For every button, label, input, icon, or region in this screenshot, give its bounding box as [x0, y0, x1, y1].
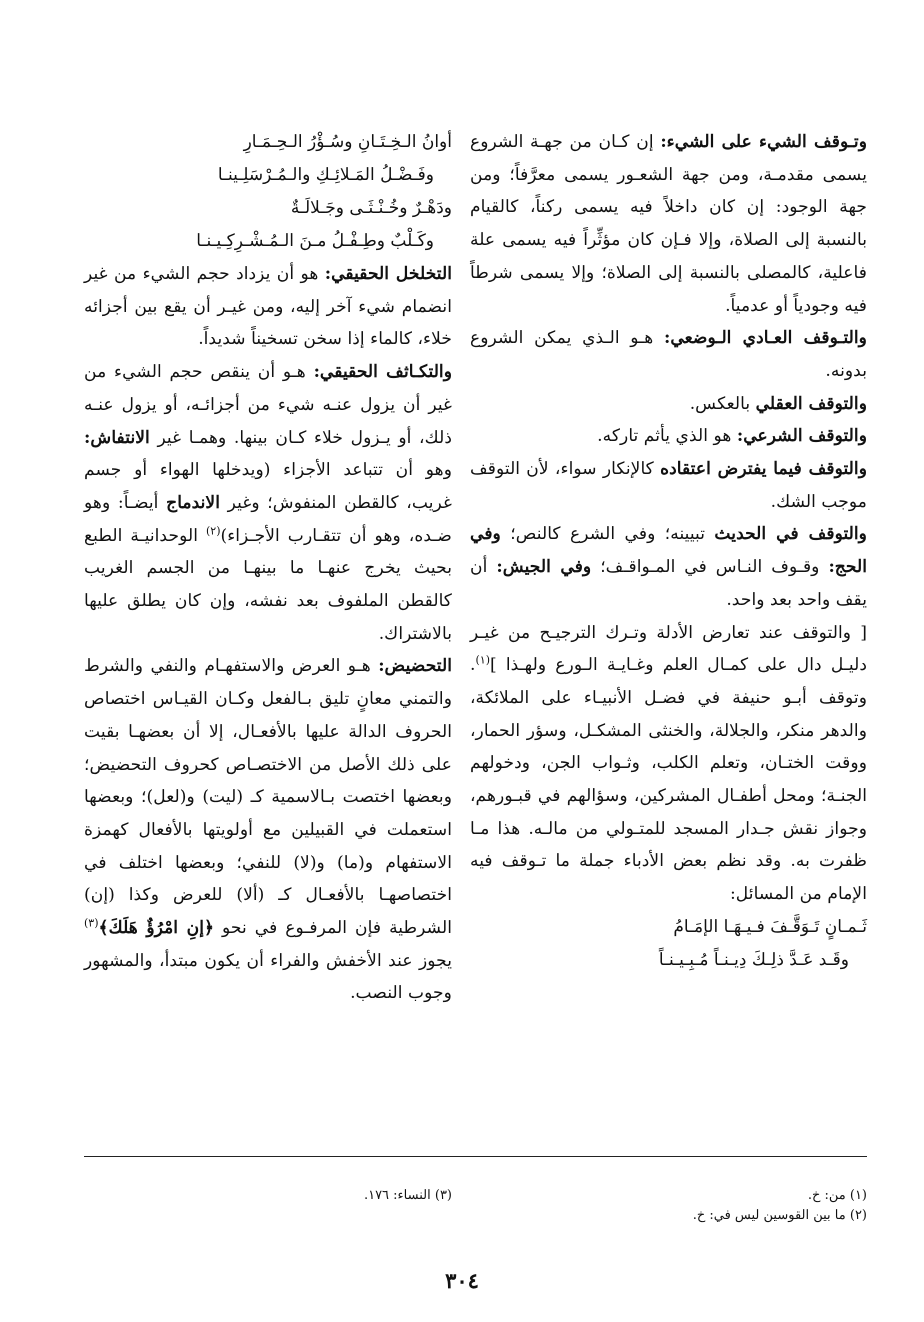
term: والتوقف الشرعي: — [736, 426, 867, 447]
term: والتوقف في الحديث — [714, 524, 867, 545]
verse-hemistich: أوانُ الـخِـتَـانِ وسُـؤْرُ الـحِـمَـارِ — [243, 132, 452, 152]
verse-hemistich: ثَـمـانٍ تَـوَقَّـفَ فـيـهَـا الإمَـامُ — [673, 916, 867, 937]
paragraph-tawaqquf-abu-hanifa — [470, 617, 867, 911]
paragraph-takathuf — [84, 356, 452, 650]
paragraph-tawaqquf-hadith — [470, 518, 867, 616]
definition: وقـوف النـاس في المـواقـف؛ — [591, 557, 829, 578]
definition: إن كـان من جهـة الشروع يسمى مقدمـة، ومن جهة الشعـور يسمى معرَّفاً؛ ومن جهة الوجود: إن كان داخلاً فيه يسمى ركناً، كالقيام بالنسبة إلى الصلاة، وإلا فـإن كان مؤثِّراً فيه يسمى علة فاعلية، كالمصلى بالنسبة إلى الصلاة؛ وإلا يسمى شرطاً فيه وجودياً أو عدمياً. — [470, 132, 867, 316]
term: التحضيض: — [378, 656, 452, 677]
page-number: ٣٠٤ — [445, 1268, 479, 1293]
verse-hemistich: ودَهْـرٌ وخُـنْـثَـى وجَـلالَـةٌ — [290, 198, 452, 218]
poem-verse — [84, 159, 452, 192]
body-text: . وتوقف أبـو حنيفة في فضـل الأنبيـاء على الملائكة، والدهر منكر، والجلالة، والخنثى المشكـل، وسؤر الحمار، ووقت الختـان، وتعلم الكلب، وثـواب الجن، ودخولهم الجنـة؛ ومحل أطفـال المشركين، وسؤالهم في قبـورهم، وجواز نقش جـدار المسجد للمتـولي من مالـه. هذا مـا ظفرت به. وقد نظم بعض الأدباء جملة ما تـوقف فيه الإمام من المسائل: — [470, 655, 867, 905]
definition: أيضـاً: وهو ضـده، وهو أن تتقـارب الأجـزاء) — [84, 492, 452, 546]
quran-quote: ﴿إنِ امْرُؤٌ هَلَكَ﴾ — [98, 918, 215, 939]
definition: يجوز عند الأخفش والفراء أن يكون مبتدأ، والمشهور وجوب النصب. — [84, 950, 452, 1004]
footnote-2: (٢) ما بين القوسين ليس في: خ. — [692, 1208, 867, 1223]
footnote-separator — [84, 1156, 867, 1157]
footnotes-right — [560, 1186, 867, 1226]
definition: أن يقف واحد بعد واحد. — [470, 557, 867, 610]
term: والتـوقف العـادي الـوضعي: — [663, 328, 867, 349]
definition: هـو العرض والاستفهـام والنفي والشرط والتمني معانٍ تليق بـالفعل وكـان القيـاس اختصاص الحروف الدالة عليها بالأفعـال، إلا أن بعضهـا بقيت على ذلك الأصل من الاختصـاص كحروف التحضيض؛ وبعضها اختصت بـالاسمية كـ (ليت) و(لعل)؛ وبعضها استعملت في القبيلين مع أولويتها بالأفعال كهمزة الاستفهام و(ما) و(لا) للنفي؛ وبعضها اختلف في اختصاصهـا بالأفعـال كـ (ألا) للعرض وكذا (إن) الشرطية فإن المرفـوع في نحو — [84, 656, 452, 939]
definition: بالعكس. — [689, 393, 756, 414]
body-text: [ والتوقف عند تعارض الأدلة وتـرك الترجيـح من غيـر دليـل دال على كمـال العلم وغـايـة الـورع ولهـذا ] — [470, 622, 867, 676]
footnote-ref: (٣) — [84, 916, 99, 930]
poem-verse — [84, 225, 452, 258]
term: التخلخل الحقيقي: — [324, 264, 452, 284]
verse-hemistich: وكَـلْبٌ وطِـفْـلُ مـنَ الـمُـشْـرِكِـيـنـا — [196, 231, 434, 251]
definition: هو الذي يأثم تاركه. — [597, 426, 737, 447]
verse-hemistich: وقَـد عَـدَّ ذلِـكَ دِيـنـاً مُـبِـيـنـاً — [658, 949, 849, 970]
paragraph-takhalkhul — [84, 258, 452, 356]
paragraph-tawaqquf-aqli — [470, 388, 867, 421]
definition: وهو أن تتباعد الأجزاء (ويدخلها الهواء أو جسم غريب، كالقطن المنفوش؛ وغير — [84, 460, 452, 513]
definition: هو أن يزداد حجم الشيء من غير انضمام شيء آخر إليه، ومن غيـر أن يقع بين أجزائه خلاء، كالماء إذا سخن تسخيناً شديداً. — [84, 264, 452, 350]
footnote-ref: (١) — [475, 653, 490, 667]
term: والتكـاثف الحقيقي: — [313, 362, 452, 383]
poem-verse — [470, 911, 867, 944]
paragraph-tawaqquf-shari — [470, 420, 867, 453]
paragraph-tahdid — [84, 650, 452, 1010]
left-column — [84, 126, 452, 1010]
footnote-1: (١) من: خ. — [807, 1188, 867, 1203]
paragraph-tawaqquf-shay — [470, 126, 867, 322]
term: والتوقف فيما يفترض اعتقاده — [660, 459, 867, 480]
term: والتوقف العقلي — [755, 393, 867, 414]
paragraph-tawaqquf-adi — [470, 322, 867, 387]
definition: تبيينه؛ وفي الشرع كالنص؛ — [500, 524, 715, 545]
right-column — [470, 126, 867, 977]
term: الاندماج — [166, 492, 221, 513]
poem-verse — [84, 126, 452, 159]
poem-verse — [470, 944, 867, 977]
verse-hemistich: وفَـضْـلُ المَـلائِـكِ والـمُـرْسَلِـينـا — [217, 165, 434, 185]
definition: الوحدانيـة الطبع بحيث يخرج عنهـا ما بينهـا من الجسم الغريب كالقطن الملفوف بعد نفشه، وإن كان يطلق عليها بالاشتراك. — [84, 525, 452, 644]
definition: كالإنكار سواء، لأن التوقف موجب الشك. — [470, 459, 867, 512]
term: وفي الجيش: — [496, 557, 592, 578]
footnote-3: (٣) النساء: ١٧٦. — [363, 1188, 452, 1203]
definition: هـو الـذي يمكن الشروع بدونه. — [470, 328, 867, 381]
term: الانتفاش: — [84, 427, 150, 448]
paragraph-tawaqquf-itiqad — [470, 453, 867, 518]
term: وتـوقف الشيء على الشيء: — [660, 132, 868, 152]
footnotes-left — [150, 1186, 452, 1206]
definition: هـو أن ينقص حجم الشيء من غير أن يزول عنـه شيء من أجزائـه، أو يزول عنـه ذلك، أو يـزول خلاء كـان بينها. وهمـا غير — [84, 362, 452, 448]
footnote-ref: (٢) — [205, 523, 221, 537]
term: وفي الحج: — [470, 524, 867, 578]
poem-verse — [84, 192, 452, 225]
